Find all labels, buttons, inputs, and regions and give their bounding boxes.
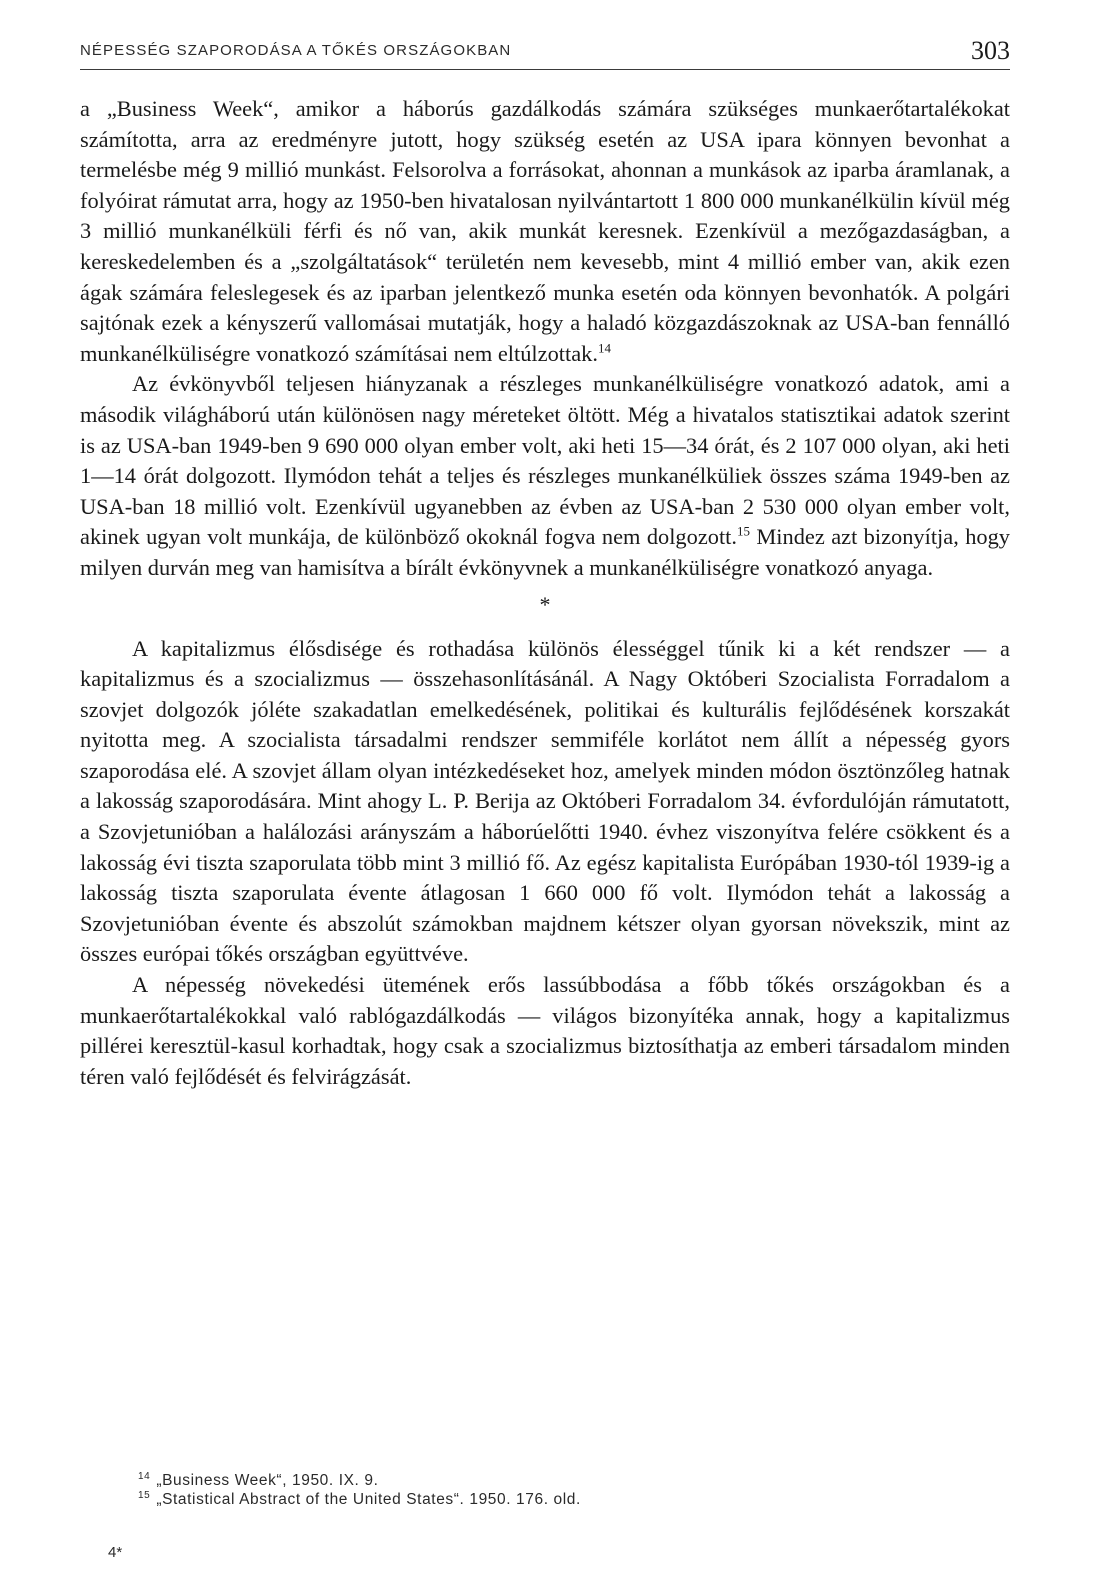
paragraph-1-text: a „Business Week“, amikor a háborús gazdálkodás számára szükséges munkaerőtartalékokat számította, arra az eredményre jutott, hogy szükség esetén az USA ipara könnyen bevonhat a termelésbe még 9 millió munkást. Felsorolva a forrásokat, ahonnan a munkások az iparba áramlanak, a folyóirat rámutat arra, hogy az 1950-ben hivatalosan nyilvántartott 1 800 000 munkanélkülin kívül még 3 millió munkanélküli férfi és nő van, akik munkát keresnek. Ezenkívül a mezőgazdaságban, a kereskedelemben és a „szolgáltatások“ területén nem kevesebb, mint 4 millió ember van, akik ezen ágak számára feleslegesek és az iparban jelentkező munka esetén oda könnyen bevonhatók. A polgári sajtónak ezek a kényszerű vallomásai mutatják, hogy a haladó közgazdászoknak az USA-ban fennálló munkanélküliségre vonatkozó számításai nem eltúlzottak. xyxy=(80,96,1010,366)
paragraph-4-text: A népesség növekedési ütemének erős lassúbbodása a főbb tőkés országokban és a munkaerőtartalékokkal való rablógazdálkodás — világos bizonyítéka annak, hogy a kapitalizmus pillérei keresztül-kasul korhadtak, hogy csak a szocializmus biztosíthatja az emberi társadalom minden téren való fejlődését és felvirágzását. xyxy=(80,972,1010,1089)
paragraph-2-text: Az évkönyvből teljesen hiányzanak a részleges munkanélküliségre vonatkozó adatok, ami a második világháború után különösen nagy méreteket öltött. Még a hivatalos statisztikai adatok szerint is az USA-ban 1949-ben 9 690 000 olyan ember volt, aki heti 15—34 órát, és 2 107 000 olyan, aki heti 1—14 órát dolgozott. Ilymódon tehát a teljes és részleges munkanélküliek összes száma 1949-ben az USA-ban 18 millió volt. Ezenkívül ugyanebben az évben az USA-ban 2 530 000 olyan ember volt, akinek ugyan volt munkája, de különböző okoknál fogva nem dolgozott. xyxy=(80,371,1010,550)
footnote-text: „Statistical Abstract of the United States“. 1950. 176. old. xyxy=(156,1491,581,1508)
footnote-15 xyxy=(138,1490,938,1509)
paragraph-2 xyxy=(80,369,1010,583)
running-head xyxy=(80,36,1010,70)
footnote-ref-15: 15 xyxy=(737,523,750,539)
running-title: NÉPESSÉG SZAPORODÁSA A TŐKÉS ORSZÁGOKBAN xyxy=(80,42,512,59)
footnote-mark: 14 xyxy=(138,1470,151,1482)
paragraph-2-tail: Mindez azt bizonyítja, hogy milyen durván meg van hamisítva a bírált évkönyvnek a munkanélküliségre vonatkozó anyaga. xyxy=(80,524,1010,580)
signature-mark: 4* xyxy=(108,1544,123,1561)
section-separator: * xyxy=(539,591,551,617)
footnote-text: „Business Week“, 1950. IX. 9. xyxy=(156,1472,379,1489)
paragraph-1 xyxy=(80,94,1010,369)
footnote-14 xyxy=(138,1471,938,1490)
paragraph-3-text: A kapitalizmus élősdisége és rothadása különös élességgel tűnik ki a két rendszer — a kapitalizmus és a szocializmus — összehasonlításánál. A Nagy Októberi Szocialista Forradalom a szovjet dolgozók jóléte szakadatlan emelkedésének, politikai és kulturális fejlődésének korszakát nyitotta meg. A szocialista társadalmi rendszer semmiféle korlátot nem állít a népesség gyors szaporodása elé. A szovjet állam olyan intézkedéseket hoz, amelyek minden módon ösztönzőleg hatnak a lakosság szaporodására. Mint ahogy L. P. Berija az Októberi Forradalom 34. évfordulóján rámutatott, a Szovjetunióban a halálozási arányszám a háborúelőtti 1940. évhez viszonyítva felére csökkent és a lakosság évi tiszta szaporulata több mint 3 millió fő. Az egész kapitalista Európában 1930-tól 1939-ig a lakosság tiszta szaporulata évente átlagosan 1 660 000 fő volt. Ilymódon tehát a lakosság a Szovjetunióban évente és abszolút számokban majdnem kétszer olyan gyorsan növekszik, mint az összes európai tőkés országban együttvéve. xyxy=(80,635,1010,967)
header-rule xyxy=(80,69,1010,70)
body-text xyxy=(80,94,1010,1092)
footnotes xyxy=(138,1471,938,1509)
page-number: 303 xyxy=(971,36,1010,65)
paragraph-4 xyxy=(80,970,1010,1092)
paragraph-3 xyxy=(80,634,1010,971)
footnote-ref-14: 14 xyxy=(597,340,611,356)
footnote-mark: 15 xyxy=(138,1489,151,1501)
